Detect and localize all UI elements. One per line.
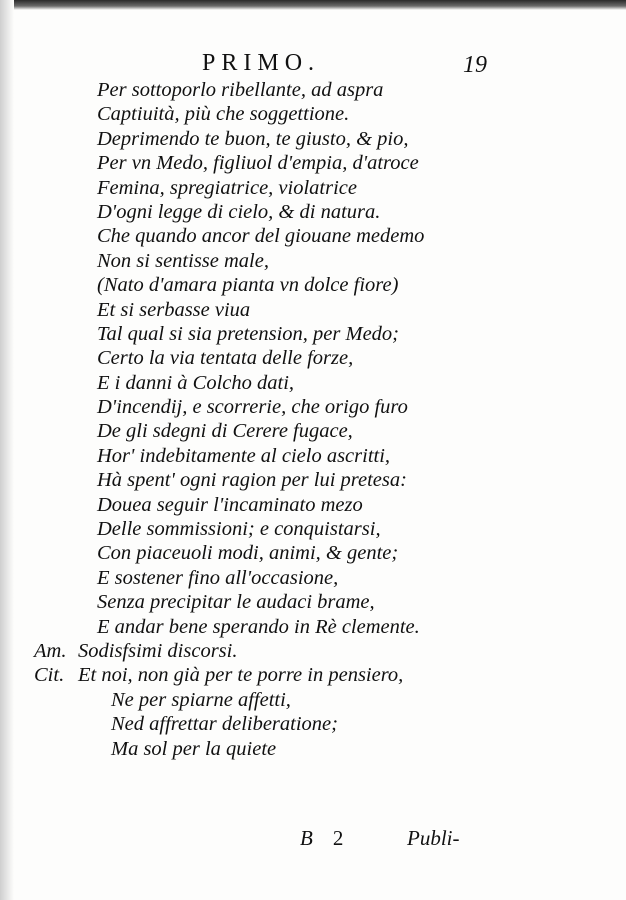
speaker-label: Cit. xyxy=(34,664,65,687)
verse-line xyxy=(34,468,594,492)
signature-number: 2 xyxy=(332,826,344,850)
verse-text: (Nato d'amara pianta vn dolce fiore) xyxy=(97,274,399,297)
verse-line xyxy=(34,615,594,639)
verse-text: Et noi, non già per te porre in pensiero, xyxy=(78,664,404,687)
verse-text: E andar bene sperando in Rè clemente. xyxy=(97,615,420,638)
verse-line xyxy=(34,371,594,395)
verse-line xyxy=(34,78,594,102)
verse-line xyxy=(34,688,594,712)
verse-text: Ma sol per la quiete xyxy=(111,737,277,760)
verse-text: Captiuità, più che soggettione. xyxy=(97,103,350,126)
verse-line xyxy=(34,737,594,761)
verse-line xyxy=(34,151,594,175)
verse-line xyxy=(34,224,594,248)
verse-text: E sostener fino all'occasione, xyxy=(97,566,339,589)
verse-text: Per sottoporlo ribellante, ad aspra xyxy=(97,79,384,101)
verse-line xyxy=(34,346,594,370)
verse-text: Deprimendo te buon, te giusto, & pio, xyxy=(97,127,409,150)
signature-mark xyxy=(300,826,343,851)
page-top-edge xyxy=(0,0,626,10)
verse-line xyxy=(34,395,594,419)
verse-line xyxy=(34,444,594,468)
verse-text: Ne per spiarne affetti, xyxy=(111,688,291,711)
running-head: PRIMO. xyxy=(202,50,321,76)
verse-text: E i danni à Colcho dati, xyxy=(97,371,295,394)
verse-text: Sodisfsimi discorsi. xyxy=(78,639,238,662)
verse-line xyxy=(34,517,594,541)
verse-text: Hor' indebitamente al cielo ascritti, xyxy=(97,444,391,467)
verse-line xyxy=(34,273,594,297)
verse-line xyxy=(34,127,594,151)
verse-text: De gli sdegni di Cerere fugace, xyxy=(97,420,353,443)
verse-line xyxy=(34,493,594,517)
verse-text: Tal qual si sia pretension, per Medo; xyxy=(97,322,399,345)
verse-line xyxy=(34,176,594,200)
verse-text: Certo la via tentata delle forze, xyxy=(97,347,354,370)
verse-line xyxy=(34,541,594,565)
verse-text: Ned affrettar deliberatione; xyxy=(111,713,338,736)
verse-text: Et si serbasse viua xyxy=(97,298,251,321)
verse-text: Non si sentisse male, xyxy=(97,249,269,272)
speaker-label: Am. xyxy=(34,639,67,662)
verse-text: Con piaceuoli modi, animi, & gente; xyxy=(97,542,399,565)
verse-line xyxy=(34,590,594,614)
page-number: 19 xyxy=(463,52,487,78)
verse-line xyxy=(34,663,594,687)
verse-text: Che quando ancor del giouane medemo xyxy=(97,225,425,248)
verse-text: Hà spent' ogni ragion per lui pretesa: xyxy=(97,469,407,492)
verse-text: D'incendij, e scorrerie, che origo furo xyxy=(97,396,408,419)
verse-line xyxy=(34,200,594,224)
verse-line xyxy=(34,639,594,663)
verse-line xyxy=(34,322,594,346)
verse-text: Per vn Medo, figliuol d'empia, d'atroce xyxy=(97,152,419,175)
verse-line xyxy=(34,712,594,736)
verse-text: Douea seguir l'incaminato mezo xyxy=(97,493,363,516)
signature-letter: B xyxy=(300,826,313,850)
page-gutter-shadow xyxy=(0,0,14,900)
verse-line xyxy=(34,419,594,443)
verse-text: Senza precipitar le audaci brame, xyxy=(97,591,375,614)
catchword: Publi- xyxy=(407,826,460,850)
verse-line xyxy=(34,102,594,126)
verse-line xyxy=(34,249,594,273)
verse-text: Delle sommissioni; e conquistarsi, xyxy=(97,518,381,541)
verse-text-block xyxy=(34,78,594,761)
verse-text: D'ogni legge di cielo, & di natura. xyxy=(97,200,381,223)
verse-text: Femina, spregiatrice, violatrice xyxy=(97,176,357,199)
verse-line xyxy=(34,566,594,590)
verse-line xyxy=(34,298,594,322)
